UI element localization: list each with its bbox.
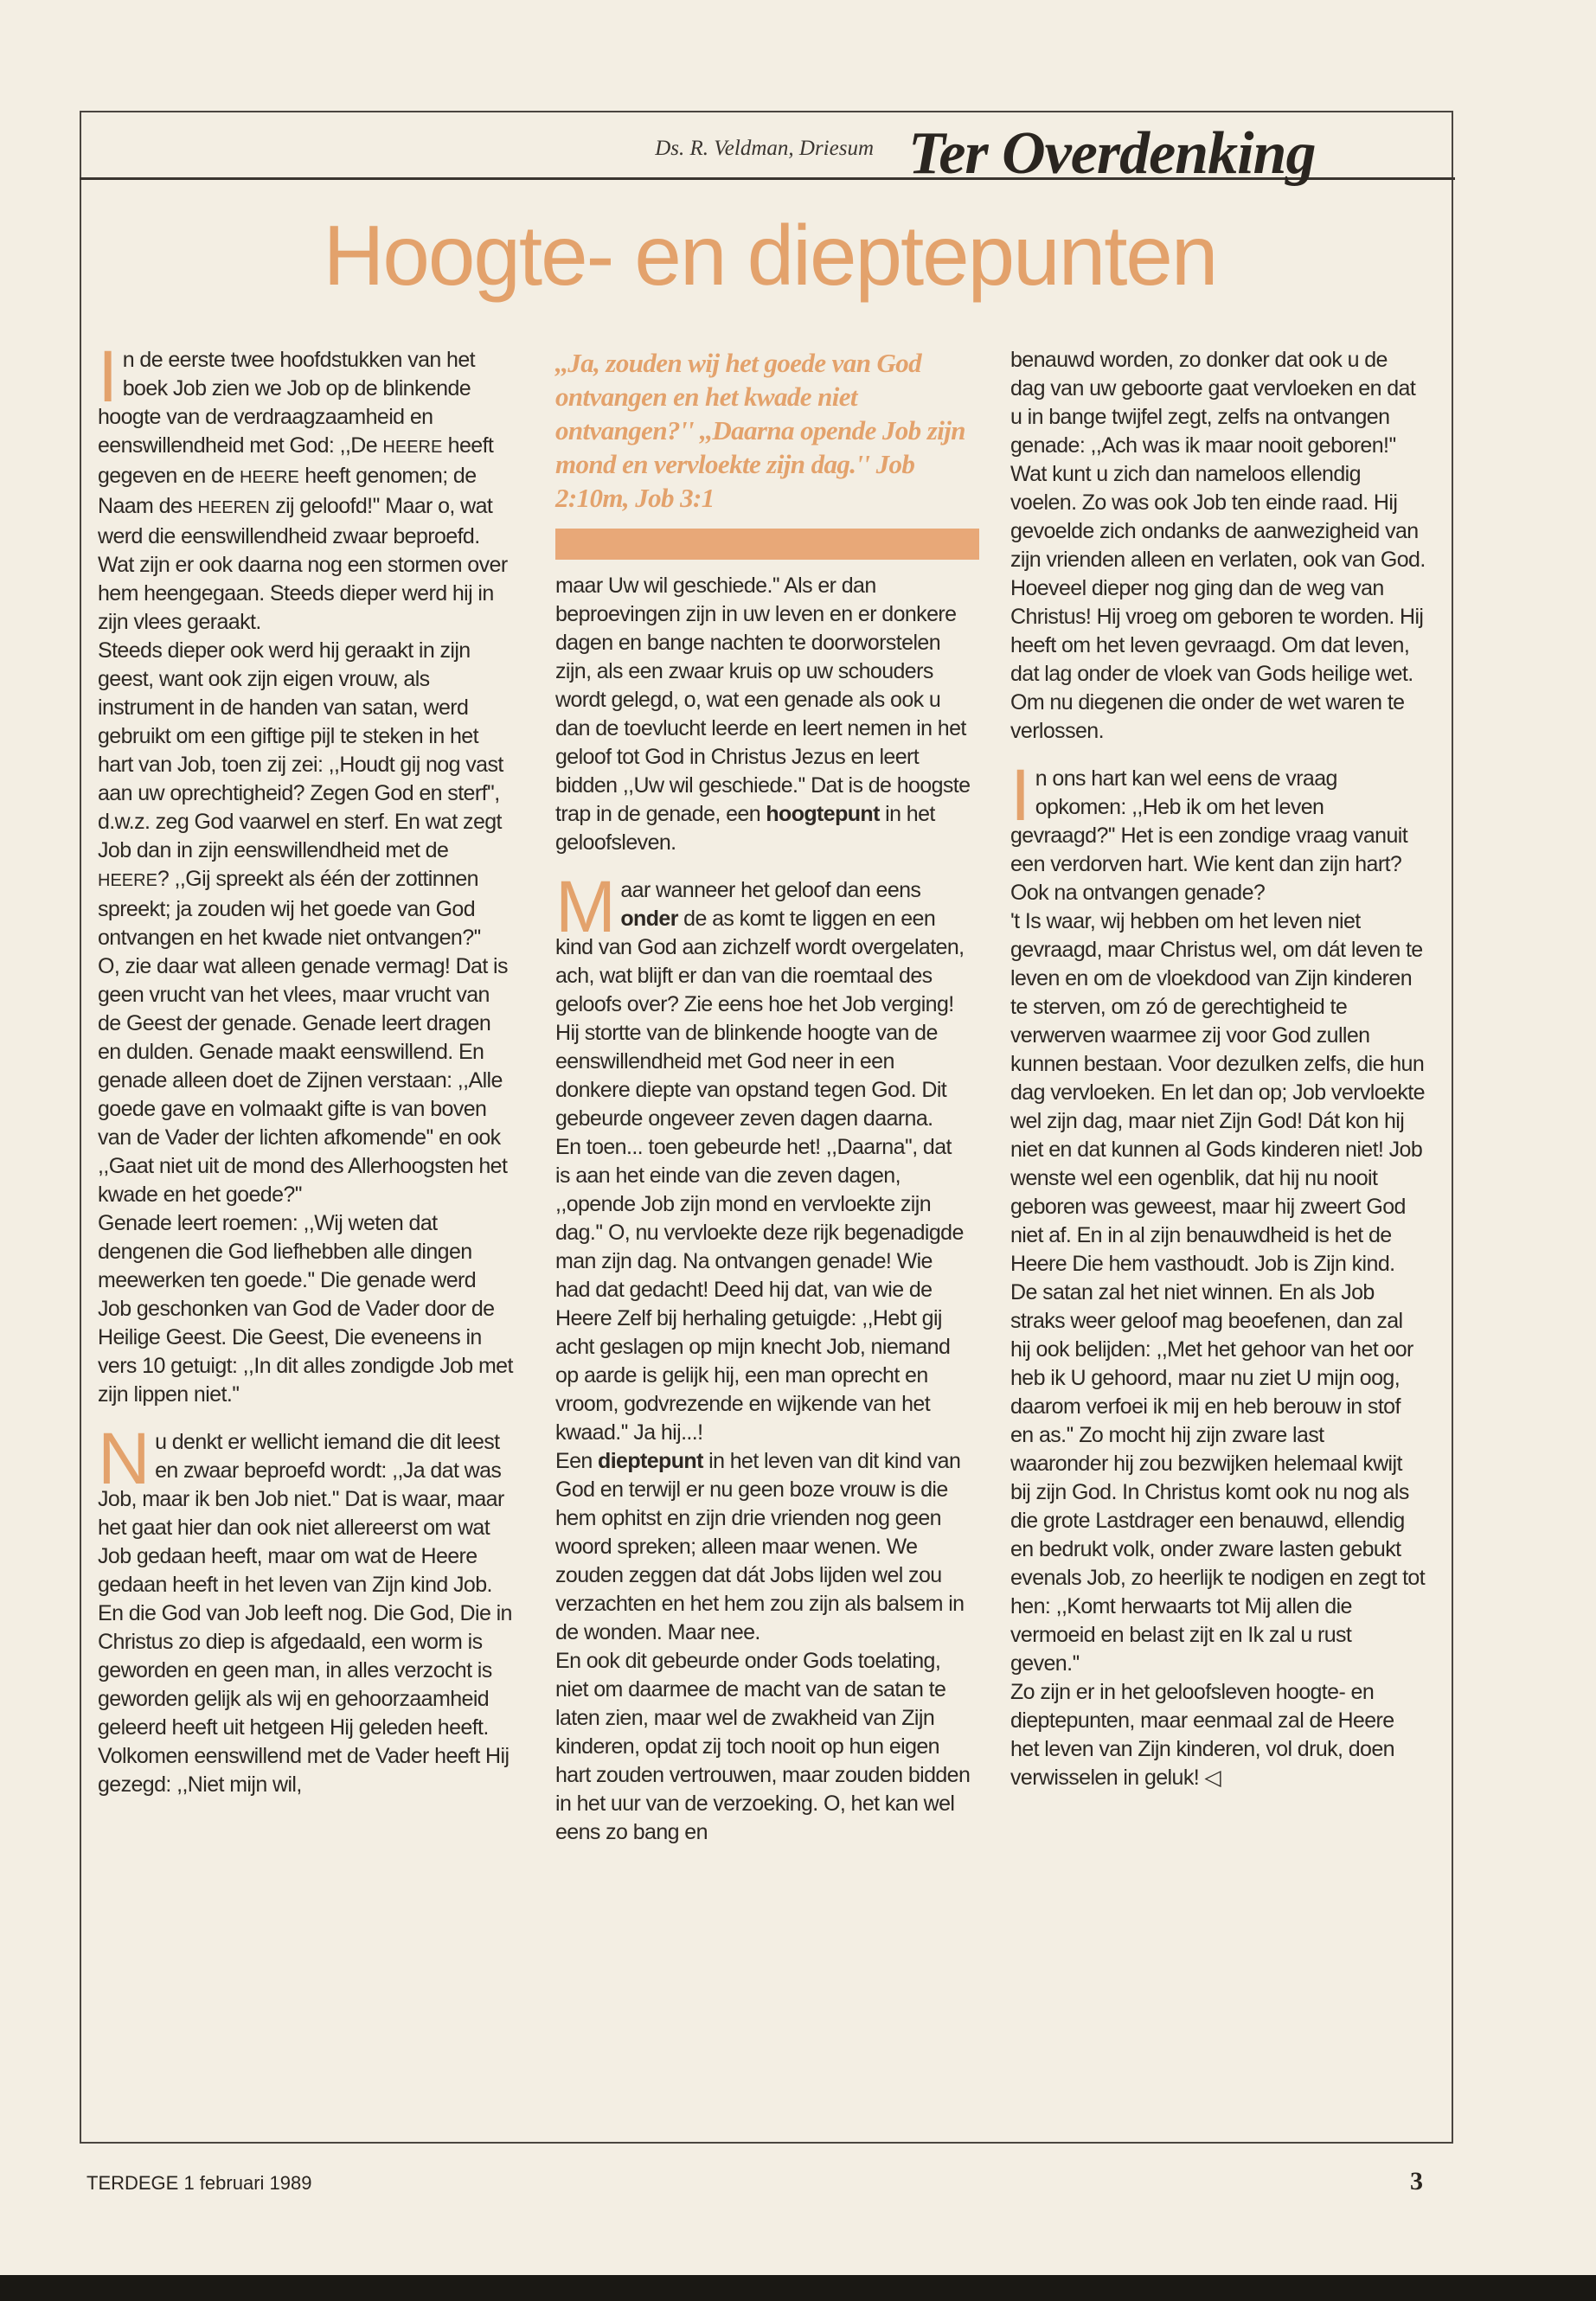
page-number: 3 <box>1410 2167 1423 2195</box>
drop-cap: I <box>98 336 118 417</box>
footer-publication: TERDEGE 1 februari 1989 <box>87 2172 312 2194</box>
column-2 <box>555 346 971 1866</box>
paragraph: benauwd worden, zo donker dat ook u de dag van uw geboorte gaat vervloeken en dat u in bange twijfel zegt, zelfs na ontvangen genade: ,,Ach was ik maar nooit geboren!'' Wat kunt u zich dan nameloos ellendig voelen. Zo was ook Job ten einde raad. Hij gevoelde zich ondanks de aanwezigheid van zijn vrienden alleen en verlaten, ook van God. Hoeveel dieper nog ging dan de weg van Christus! Hij vroeg om geboren te worden. Hij heeft om het leven gevraagd. Om dat leven, dat lag onder de vloek van Gods heilige wet. Om nu diegenen die onder de wet waren te verlossen. <box>1010 348 1426 743</box>
pull-quote-bar <box>555 529 979 560</box>
column-1 <box>98 336 513 1818</box>
article-title: Hoogte- en dieptepunten <box>323 208 1217 303</box>
paragraph: Een dieptepunt in het leven van dit kind van God en terwijl er nu geen boze vrouw is die hem ophitst en zijn drie vrienden nog geen woord spreken; alleen maar wenen. We zouden zeggen dat dát Jobs lijden wel zou verzachten en het hem zou zijn als balsem in de wonden. Maar nee. <box>555 1449 965 1644</box>
paragraph: Maar wanneer het geloof dan eens onder de as komt te liggen en een kind van God aan zichzelf wordt overgelaten, ach, wat blijft er dan van die roemtaal des geloofs over? Zie eens hoe het Job verging! Hij stortte van de blinkende hoogte van de eenswillendheid met God neer in een donkere diepte van opstand tegen God. Dit gebeurde ongeveer zeven dagen daarna. <box>555 866 965 1131</box>
drop-cap: N <box>98 1418 151 1499</box>
paragraph: Steeds dieper ook werd hij geraakt in zijn geest, want ook zijn eigen vrouw, als instrument in de handen van satan, werd gebruikt om een giftige pijl te steken in het hart van Job, toen zij zei: ,,Houdt gij nog vast aan uw oprechtigheid? Zegen God en sterf'', d.w.z. zeg God vaarwel en sterf. En wat zegt Job dan in zijn eenswillendheid met de HEERE? ,,Gij spreekt als één der zottinnen spreekt; ja zouden wij het goede van God ontvangen en het kwade niet ontvangen?'' <box>98 638 503 950</box>
paragraph: maar Uw wil geschiede.'' Als er dan beproevingen zijn in uw leven en er donkere dagen en bange nachten te doorworstelen zijn, als een zwaar kruis op uw schouders wordt gelegd, o, wat een genade als ook u dan de toevlucht leerde en leert nemen in het geloof tot God in Christus Jezus en leert bidden ,,Uw wil geschiede.'' Dat is de hoogste trap in de genade, een hoogtepunt in het geloofsleven. <box>555 574 971 855</box>
author-byline: Ds. R. Veldman, Driesum <box>655 137 874 160</box>
section-title: Ter Overdenking <box>908 120 1316 187</box>
drop-cap: I <box>1010 754 1030 836</box>
paragraph: En ook dit gebeurde onder Gods toelating, niet om daarmee de macht van de satan te laten zien, maar wel de zwakheid van Zijn kinderen, opdat zij toch nooit op hun eigen hart zouden vertrouwen, maar zouden bidden in het uur van de verzoeking. O, het kan wel eens zo bang en <box>555 1649 971 1844</box>
pull-quote: ,,Ja, zouden wij het goede van God ontvangen en het kwade niet ontvangen?'' ,,Daarna opende Job zijn mond en vervloekte zijn dag.'' Job 2:10m, Job 3:1 <box>555 348 965 513</box>
paragraph: In de eerste twee hoofdstukken van het boek Job zien we Job op de blinkende hoogte van de verdraagzaamheid en eenswillendheid met God: ,,De HEERE heeft gegeven en de HEERE heeft genomen; de Naam des HEEREN zij geloofd!'' Maar o, wat werd die eenswillendheid zwaar beproefd. Wat zijn er ook daarna nog een stormen over hem heengegaan. Steeds dieper werd hij in zijn vlees geraakt. <box>98 336 508 634</box>
paragraph: Genade leert roemen: ,,Wij weten dat dengenen die God liefhebben alle dingen meewerken ten goede.'' Die genade werd Job geschonken van God de Vader door de Heilige Geest. Die Geest, Die eveneens in vers 10 getuigt: ,,In dit alles zondigde Job met zijn lippen niet.'' <box>98 1211 513 1407</box>
scan-edge <box>0 2275 1596 2301</box>
drop-cap: M <box>555 866 616 947</box>
paragraph: In ons hart kan wel eens de vraag opkomen: ,,Heb ik om het leven gevraagd?'' Het is een zondige vraag vanuit een verdorven hart. Wie kent dan zijn hart? Ook na ontvangen genade? <box>1010 754 1408 905</box>
paragraph: O, zie daar wat alleen genade vermag! Dat is geen vrucht van het vlees, maar vrucht van de Geest der genade. Genade leert dragen en dulden. Genade maakt eenswillend. En genade alleen doet de Zijnen verstaan: ,,Alle goede gave en volmaakt gifte is van boven van de Vader der lichten afkomende'' en ook ,,Gaat niet uit de mond des Allerhoogsten het kwade en het goede?'' <box>98 954 508 1207</box>
paragraph: En toen... toen gebeurde het! ,,Daarna'', dat is aan het einde van die zeven dagen, ,,opende Job zijn mond en vervloekte zijn dag.'' O, nu vervloekte deze rijk begenadigde man zijn dag. Na ontvangen genade! Wie had dat gedacht! Deed hij dat, van wie de Heere Zelf bij herhaling getuigde: ,,Hebt gij acht geslagen op mijn knecht Job, niemand op aarde is gelijk hij, een man oprecht en vroom, godvrezende en wijkende van het kwaad.'' Ja hij...! <box>555 1135 964 1445</box>
paragraph: Nu denkt er wellicht iemand die dit leest en zwaar beproefd wordt: ,,Ja dat was Job, maar ik ben Job niet.'' Dat is waar, maar het gaat hier dan ook niet allereerst om wat Job gedaan heeft, maar om wat de Heere gedaan heeft in het leven van Zijn kind Job. En die God van Job leeft nog. Die God, Die in Christus zo diep is afgedaald, een worm is geworden en geen man, in alles verzocht is geworden gelijk als wij en gehoorzaamheid geleerd heeft uit hetgeen Hij geleden heeft. Volkomen eenswillend met de Vader heeft Hij gezegd: ,,Niet mijn wil, <box>98 1418 512 1797</box>
paragraph: 't Is waar, wij hebben om het leven niet gevraagd, maar Christus wel, om dát leven te leven en om de vloekdood van Zijn kinderen te sterven, om zó de gerechtigheid te verwerven waarmee zij voor God zullen kunnen bestaan. Voor dezulken zelfs, die hun dag vervloeken. En let dan op; Job vervloekte wel zijn dag, maar niet Zijn God! Dát kon hij niet en dat kunnen al Gods kinderen niet! Job wenste wel een ogenblik, dat hij nu nooit geboren was geweest, maar hij zweert God niet af. En in al zijn benauwdheid is het de Heere Die hem vasthoudt. Job is Zijn kind. De satan zal het niet winnen. En als Job straks weer geloof mag beoefenen, dan zal hij ook belijden: ,,Met het gehoor van het oor heb ik U gehoord, maar nu ziet U mijn oog, daarom verfoei ik mij en heb berouw in stof en as.'' Zo mocht hij zijn zware last waaronder hij zou bezwijken helemaal kwijt bij zijn God. In Christus komt ook nu nog als die grote Lastdrager een benauwd, ellendig en bedrukt volk, onder zware lasten gebukt evenals Job, zo heerlijk te nodigen en zegt tot hen: ,,Komt herwaarts tot Mij allen die vermoeid en belast zijt en Ik zal u rust geven.'' <box>1010 909 1426 1676</box>
column-3 <box>1010 346 1426 1811</box>
paragraph: Zo zijn er in het geloofsleven hoogte- en dieptepunten, maar eenmaal zal de Heere het leven van Zijn kinderen, vol druk, doen verwisselen in geluk! ◁ <box>1010 1680 1394 1790</box>
